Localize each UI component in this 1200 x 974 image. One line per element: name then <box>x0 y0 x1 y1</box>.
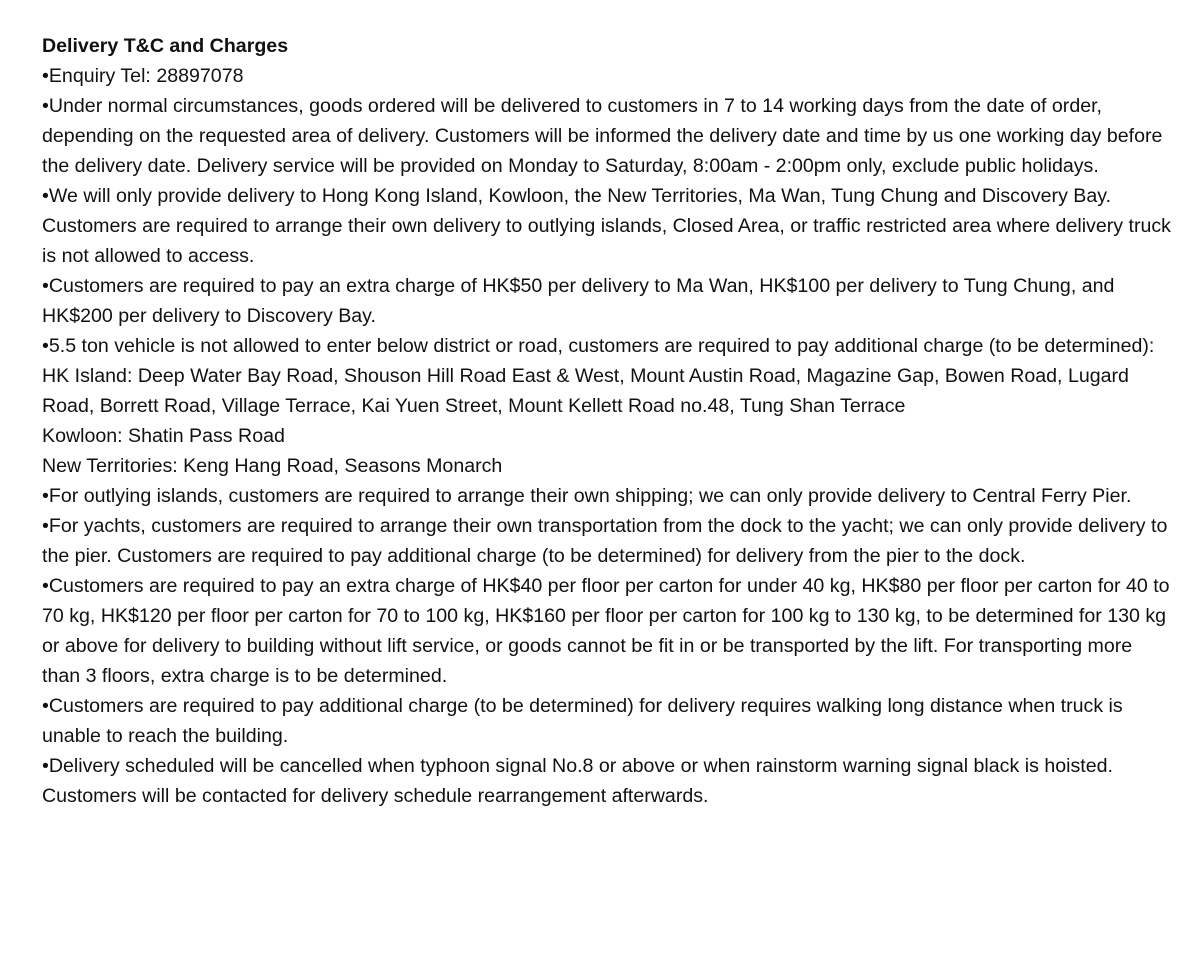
enquiry-tel-paragraph: •Enquiry Tel: 28897078 <box>42 65 244 87</box>
restricted-roads-new-territories: New Territories: Keng Hang Road, Seasons Monarch <box>42 455 503 477</box>
document-body <box>42 31 1172 811</box>
long-distance-paragraph: •Customers are required to pay additional charge (to be determined) for delivery requires walking long distance when truck is unable to reach the building. <box>42 695 1123 747</box>
floor-charge-paragraph: •Customers are required to pay an extra charge of HK$40 per floor per carton for under 40 kg, HK$80 per floor per carton for 40 to 70 kg, HK$120 per floor per carton for 70 to 100 kg, HK$160 per floor per carton for 100 kg to 130 kg, to be determined for 130 kg or above for delivery to building without lift service, or goods cannot be fit in or be transported by the lift. For transporting more than 3 floors, extra charge is to be determined. <box>42 575 1170 687</box>
delivery-time-paragraph: •Under normal circumstances, goods ordered will be delivered to customers in 7 to 14 working days from the date of order, depending on the requested area of delivery. Customers will be informed the delivery date and time by us one working day before the delivery date. Delivery service will be provided on Monday to Saturday, 8:00am - 2:00pm only, exclude public holidays. <box>42 95 1163 177</box>
extra-charge-area-paragraph: •Customers are required to pay an extra charge of HK$50 per delivery to Ma Wan, HK$100 per delivery to Tung Chung, and HK$200 per delivery to Discovery Bay. <box>42 275 1115 327</box>
vehicle-restriction-paragraph: •5.5 ton vehicle is not allowed to enter below district or road, customers are required to pay additional charge (to be determined): <box>42 335 1155 357</box>
restricted-roads-kowloon: Kowloon: Shatin Pass Road <box>42 425 285 447</box>
restricted-roads-hk-island: HK Island: Deep Water Bay Road, Shouson Hill Road East & West, Mount Austin Road, Magazine Gap, Bowen Road, Lugard Road, Borrett Road, Village Terrace, Kai Yuen Street, Mount Kellett Road no.48, Tung Shan Terrace <box>42 365 1129 417</box>
typhoon-cancellation-paragraph: •Delivery scheduled will be cancelled when typhoon signal No.8 or above or when rainstorm warning signal black is hoisted. Customers will be contacted for delivery schedule rearrangement afterwards. <box>42 755 1113 807</box>
outlying-islands-paragraph: •For outlying islands, customers are required to arrange their own shipping; we can only provide delivery to Central Ferry Pier. <box>42 485 1132 507</box>
yachts-paragraph: •For yachts, customers are required to arrange their own transportation from the dock to the yacht; we can only provide delivery to the pier. Customers are required to pay additional charge (to be determined) for delivery from the pier to the dock. <box>42 515 1168 567</box>
delivery-area-paragraph: •We will only provide delivery to Hong Kong Island, Kowloon, the New Territories, Ma Wan, Tung Chung and Discovery Bay. Customers are required to arrange their own delivery to outlying islands, Closed Area, or traffic restricted area where delivery truck is not allowed to access. <box>42 185 1171 267</box>
document-title: Delivery T&C and Charges <box>42 35 289 57</box>
